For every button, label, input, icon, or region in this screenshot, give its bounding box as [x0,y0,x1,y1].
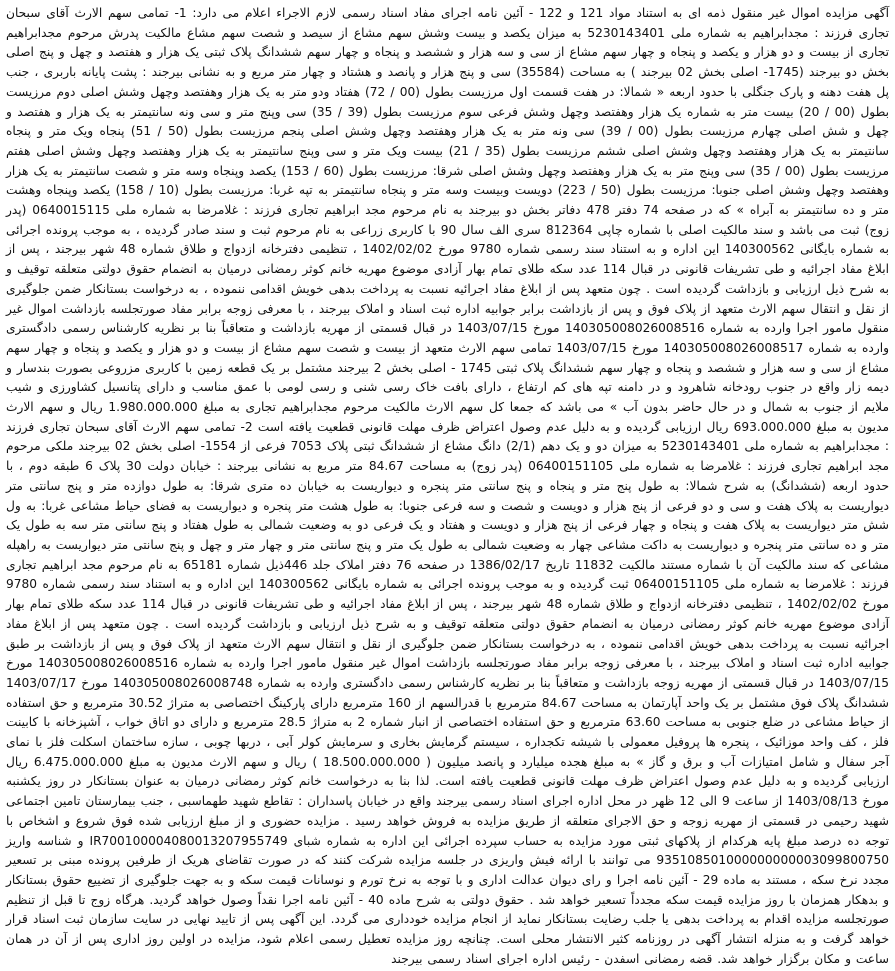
notice-body-text: آگهی مزایده اموال غیر منقول ذمه ای به استناد مواد 121 و 122 - آئین نامه اجرای مفاد اسناد رسمی لازم الاجراء اعلام می دارد: 1- تمامی سهم الارث آقای سبحان تجاری فرزند : مجدابراهیم به شماره ملی 5230143401 به میزان یکصد و بیست وشش سهم مشاع از سیصد و شصت سهم مشاع مالکیت پدرش مرحوم مجدابراهیم تجاری از بیست و دو هزار و یکصد و پنجاه و چهار سهم مشاع از سی و سه هزار و ششصد و پنجاه و چهار سهم ششدانگ پلاک ثبتی یک هزار و هفتصد و چهل و پنج اصلی بخش دو بیرجند (1745- اصلی بخش 02 بیرجند ) به مساحت (35584) سی و پنج هزار و پانصد و هشتاد و چهار متر مربع و به نشانی بیرجند : پشت پایانه باربری ، جنب پل هفت دهنه و پارک جنگلی با حدود اربعه « شمالا: در هفت قسمت اول مرزیست بطول (00 / 72) هفتاد ودو متر به یک هزار وهفتصد وچهل وشش اصلی دوم مرزیست بطول (00 / 20) بیست متر به شماره یک هزار وهفتصد وچهل وشش فرعی سوم مرزیست بطول (39 / 35) سی وپنج متر و سی ونه سانتیمتر به یک هزار و هفتصد و چهل و شش اصلی چهارم مرزیست بطول (00 / 39) سی ونه متر به یک هزار وهفتصد وچهل وشش اصلی پنجم مرزیست بطول (50 / 51) پنجاه ویک متر و پنجاه سانتیمتر به یک هزار وهفتصد وچهل وشش اصلی ششم مرزیست بطول (35 / 21) بیست ویک متر و سی وپنج سانتیمتر به یک هزار وهفتصد وچهل وشش اصلی هفتم مرزیست بطول (00 / 35) سی وپنج متر به یک هزار وهفتصد وچهل وشش اصلی شرقا: مرزیست بطول (60 / 153) یکصد وپنجاه وسه متر و شصت سانتیمتر به یک هزار وهفتصد وچهل وشش اصلی جنوبا: مرزیست بطول (50 / 223) دویست وبیست وسه متر و پنجاه سانتیمتر به تپه غربا: مرزیست بطول (10 / 158) یکصد وپنجاه وهشت متر و ده سانتیمتر به آبراه » که در صفحه 74 دفتر 478 دفاتر بخش دو بیرجند به نام مرحوم مجد ابراهیم تجاری فرزند : غلامرضا به شماره ملی 0640015115 (پدر زوج) ثبت می باشد و سند مالکیت اصلی با شماره چاپی 812364 سری الف سال 90 با کاربری زراعی به نام مرحوم ثبت و سند صادر گردیده ، به موجب پرونده اجرائی به شماره بایگانی 140300562 این اداره و به استناد سند رسمی شماره 9780 مورخ 1402/02/02 ، تنظیمی دفترخانه ازدواج و طلاق شماره 48 شهر بیرجند ، پس از ابلاغ مفاد اجرائیه و طی تشریفات قانونی در قبال 114 عدد سکه طلای تمام بهار آزادی موضوع مهریه خانم کوثر رمضانی درمیان به انضمام حقوق دولتی متعلقه توقیف و به شرح ذیل ارزیابی و بازداشت گردیده است . چون متعهد پس از ابلاغ مفاد اجرائیه نسبت به پرداخت بدهی خویش اقدامی ننموده ، به درخواست بستانکار ضمن جلوگیری از نقل و انتقال سهم الارث متعهد از پلاک فوق و پس از بازداشت برابر جوابیه اداره ثبت اسناد و املاک بیرجند ، با معرفی زوجه برابر مفاد صورتجلسه بازداشت اموال غیر منقول مامور اجرا وارده به شماره 140305008026008516 مورخ 1403/07/15 در قبال قسمتی از مهریه بازداشت و متعاقباً بنا بر نظریه کارشناس رسمی دادگستری وارده به شماره 140305008026008517 مورخ 1403/07/15 تمامی سهم الارث متعهد از بیست و شصت سهم مشاع از بیست و دو هزار و یکصد و پنجاه و چهار سهم مشاع از سی و سه هزار و ششصد و پنجاه و چهار سهم ششدانگ پلاک ثبتی 1745 - اصلی بخش 2 بیرجند مشتمل بر یک قطعه زمین با کاربری مزروعی بصورت بندسار و دیمه زار واقع در جنوب رودخانه شاهرود و در دامنه تپه های کم ارتفاع ، دارای بافت خاک رسی شنی و رسی لومی با عمق مناسب و دارای پتانسیل کشاورزی و شیب ملایم از جنوب به شمال و در حال حاضر بدون آب » می باشد که جمعا کل سهم الارث مالکیت مرحوم مجدابراهیم تجاری به مبلغ 1.980.000.000 ریال و سهم الارث مدیون به مبلغ 693.000.000 ریال ارزیابی گردیده و به دلیل عدم وصول اعتراض ظرف مهلت قانونی قطعیت یافته است 2- تمامی سهم الارث آقای سبحان تجاری فرزند : مجدابراهیم به شماره ملی 5230143401 به میزان دو و یک دهم (2/1) دانگ مشاع از ششدانگ ثبتی پلاک 7053 فرعی از 1554- اصلی بخش 02 بیرجند ملکی مرحوم مجد ابراهیم تجاری فرزند : غلامرضا به شماره ملی 06400151105 (پدر زوج) به مساحت 84.67 متر مربع به نشانی بیرجند : خیابان دولت 30 پلاک 6 طبقه دوم ، با حدود اربعه (ششدانگ) به شرح شمالا: به طول پنج متر و پنجاه و پنج سانتی متر پنجره و دیواریست به خیابان ده متری شرقا: به طول دوازده متر و پنج سانتی متر دیواریست به پلاک هفت و سی و دو فرعی از پنج هزار و دویست و شصت و سه فرعی جنوبا: به طول هشت متر پنجره و دیواریست به فضای حیاط مشاعی غربا: به ول شش متر دیواریست به پلاک هفت و پنجاه و چهار فرعی از پنج هزار و دویست و هفتاد و یک فرعی دو به وضعیت شمالی به طول هفتاد و پنج سانتی متر سه به طول یک متر و ده سانتی متر پنجره و دیواریست به داکت مشاعی چهار به وضعیت شمالی به طول یک متر و پنج سانتی متر و چهار متر و چهل و پنج سانتی متر دیواریست به راهپله مشاعی که سند مالکیت آن با شماره مستند مالکیت 11832 تاریخ 1386/02/17 در صفحه 76 دفتر املاک جلد 446ذیل شماره 65181 به نام مرحوم مجد ابراهیم تجاری فرزند : غلامرضا به شماره ملی 06400151105 ثبت گردیده و به موجب پرونده اجرائی به شماره بایگانی 140300562 این اداره و به استناد سند رسمی شماره 9780 مورخ 1402/02/02 ، تنظیمی دفترخانه ازدواج و طلاق شماره 48 شهر بیرجند ، پس از ابلاغ مفاد اجرائیه و طی تشریفات قانونی در قبال 114 عدد سکه طلای تمام بهار آزادی موضوع مهریه خانم کوثر رمضانی درمیان به انضمام حقوق دولتی متعلقه توقیف و به شرح ذیل ارزیابی و بازداشت گردیده است . چون متعهد پس از ابلاغ مفاد اجرائیه نسبت به پرداخت بدهی خویش اقدامی ننموده ، به درخواست بستانکار ضمن جلوگیری از نقل و انتقال سهم الارث متعهد از پلاک فوق و پس از بازداشت بر طبق جوابیه اداره ثبت اسناد و املاک بیرجند ، با معرفی زوجه برابر مفاد صورتجلسه بازداشت اموال غیر منقول مامور اجرا وارده به شماره 140305008026008516 مورخ 1403/07/15 در قبال قسمتی از مهریه زوجه بازداشت و متعاقباً بنا بر نظریه کارشناس رسمی دادگستری وارده به شماره 140305008026008748 مورخ 1403/07/17 ششدانگ پلاک فوق مشتمل بر یک واحد آپارتمان به مساحت 84.67 مترمربع با قدرالسهم از 160 مترمربع دارای پارکینگ اختصاصی به متراژ 30.52 مترمربع و حق استفاده از حیاط مشاعی در ضلع جنوبی به مساحت 63.60 مترمربع و حق استفاده اختصاصی از انبار شماره 2 به متراژ 28.5 مترمربع و دارای دو اتاق خواب ، آشپزخانه با کابینت فلز ، کف واحد موزائیک ، پنجره ها پروفیل معمولی با شیشه تکجداره ، سیستم گرمایش بخاری و سرمایش کولر آبی ، دربها چوبی ، سازه ساختمان اسکلت فلز با نمای آجر سفال و شامل امتیازات آب و برق و گاز » به مبلغ هجده میلیارد و پانصد میلیون ( 18.500.000.000 ) ریال و سهم الارث مدیون به مبلغ 6.475.000.000 ریال ارزیابی گردیده و به دلیل عدم وصول اعتراض ظرف مهلت قانونی قطعیت یافته است. لذا بنا به درخواست خانم کوثر رمضانی درمیان به عنوان بستانکار در روز یکشنبه مورخ 1403/08/13 از ساعت 9 الی 12 ظهر در محل اداره اجرای اسناد رسمی بیرجند واقع در خیابان پاسداران : تقاطع شهید طهماسبی ، جنب بیمارستان تامین اجتماعی شهید رحیمی در قسمتی از مهریه زوجه و حق الاجرای متعلقه از طریق مزایده به فروش خواهد رسید . مزایده حضوری و از مبلغ ارزیابی شده فوق شروع و اشخاص با توجه ده درصد مبلغ پایه هرکدام از پلاکهای ثبتی مورد مزایده به حساب سپرده اجرائی این اداره به شماره شبای IR700100004080013207955749 و شناسه واریز 935108501000000000003099800750 می توانند با ارائه فیش واریزی در جلسه مزایده شرکت کنند که در صورت تقاضای هریک از طرفین پرونده مبنی بر تسعیر مجدد نرخ سکه ، مستند به ماده 29 - آئین نامه اجرا و رای دیوان عدالت اداری و با توجه به نرخ تورم و نوسانات قیمت سکه و به جهت جلوگیری از تضییع حقوق بستانکار و بدهکار همزمان با روز مزایده قیمت سکه مجدداً تسعیر خواهد شد . حقوق دولتی به شرح ماده 40 - آئین نامه اجرا نقداً وصول خواهد گردید. هرگاه زوج تا قبل از تنظیم صورتجلسه مزایده اقدام به پرداخت بدهی یا جلب رضایت بستانکار نماید از انجام مزایده خودداری می گردد. این آگهی پس از تایید نهایی در سایت سازمان ثبت اسناد قرار خواهد گرفت و به منزله انتشار آگهی در روزنامه کثیر الانتشار محلی است. چنانچه روز مزایده تعطیل رسمی اعلام شود، مزایده در اولین روز اداری پس از آن در همان ساعت و مکان برگزار خواهد شد. قضه رمضانی اسفدن - رئیس اداره اجرای اسناد رسمی بیرجند [6,6,890,966]
auction-notice [6,4,889,969]
